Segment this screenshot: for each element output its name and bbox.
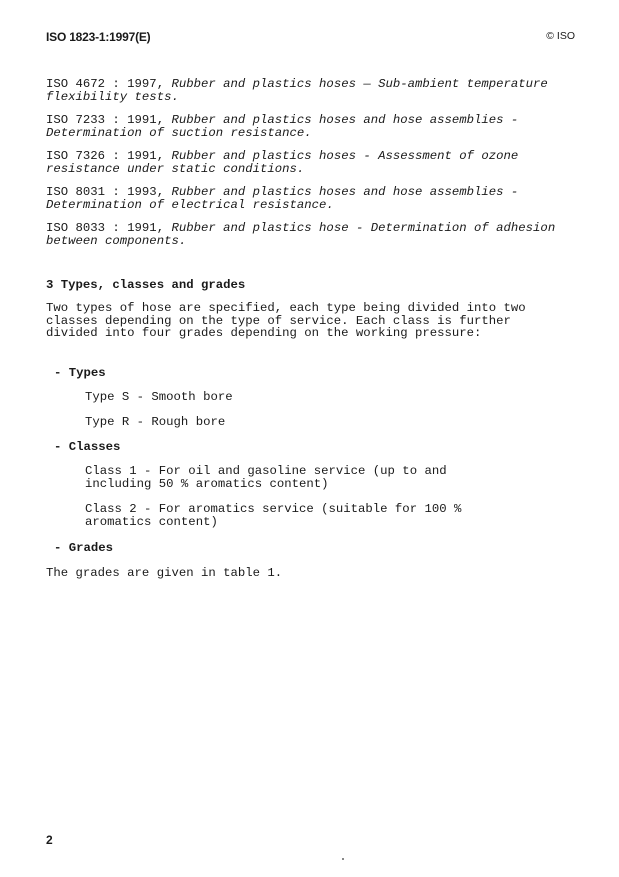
scan-speck [342,858,344,860]
reference-iso-4672 [46,78,576,103]
reference-title: Rubber and plastics hoses and hose assemblies - Determination of suction resistance. [46,113,519,140]
reference-iso-7233 [46,114,576,139]
reference-number: ISO 8031 : 1993, [46,185,165,199]
class-item: Class 2 - For aromatics service (suitable for 100 % aromatics content) [85,502,462,529]
reference-title: Rubber and plastics hoses — Sub-ambient temperature flexibility tests. [46,77,548,104]
reference-title: Rubber and plastics hoses - Assessment of ozone resistance under static conditions. [46,149,519,176]
grades-label: - Grades [54,541,114,555]
closing-text: The grades are given in table 1. [46,566,283,580]
reference-number: ISO 7233 : 1991, [46,113,165,127]
class-item: Class 1 - For oil and gasoline service (up to and including 50 % aromatics content) [85,464,447,491]
section-heading: 3 Types, classes and grades [46,278,246,292]
reference-number: ISO 4672 : 1997, [46,77,165,91]
copyright-mark: © ISO [546,30,575,42]
reference-title: Rubber and plastics hose - Determination of adhesion between components. [46,221,556,248]
type-item: Type S - Smooth bore [85,390,233,404]
reference-title: Rubber and plastics hoses and hose assemblies - Determination of electrical resistance. [46,185,519,212]
types-label: - Types [54,366,106,380]
classes-label: - Classes [54,440,121,454]
reference-iso-7326 [46,150,576,175]
reference-number: ISO 8033 : 1991, [46,221,165,235]
reference-iso-8031 [46,186,576,211]
reference-iso-8033 [46,222,576,247]
standard-id: ISO 1823-1:1997(E) [46,30,151,44]
type-item: Type R - Rough bore [85,415,226,429]
page-number: 2 [46,833,53,847]
reference-number: ISO 7326 : 1991, [46,149,165,163]
section-intro: Two types of hose are specified, each type being divided into two classes depending on the type of service. Each class is further divided into four grades depending on the working pressure: [46,301,526,340]
